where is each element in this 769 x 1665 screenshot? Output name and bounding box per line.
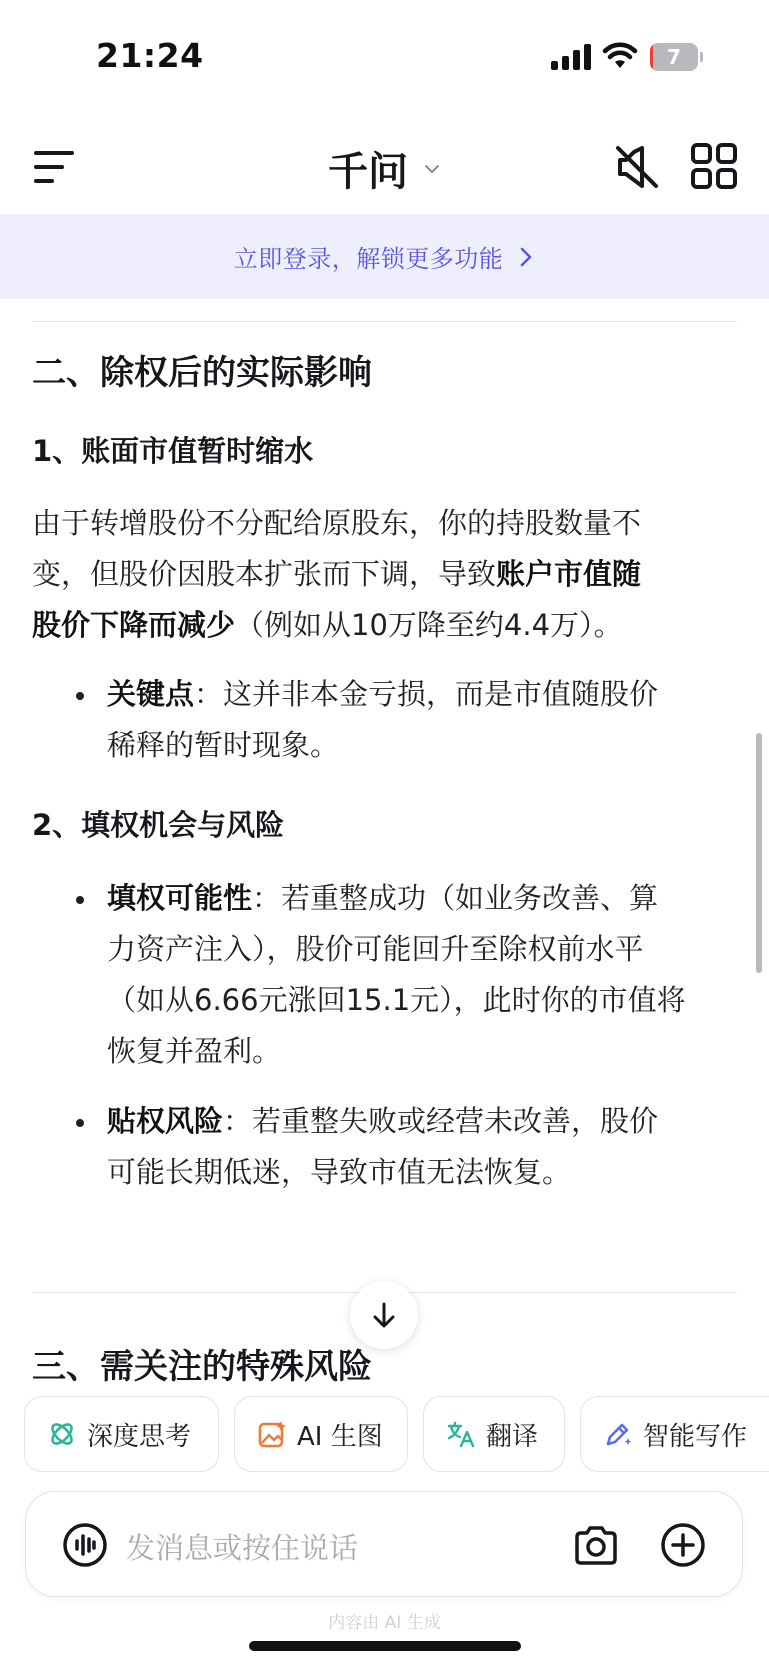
list-item-text — [107, 873, 767, 1077]
nav-title: 千问 — [327, 149, 408, 195]
list-item-line — [107, 1096, 767, 1147]
paragraph-line — [32, 549, 742, 600]
login-banner-text: 立即登录，解锁更多功能 — [233, 245, 504, 273]
bullet-dot — [76, 896, 84, 904]
list-item-label: 贴权风险 — [107, 1104, 224, 1138]
message-input[interactable]: 发消息或按住说话 — [126, 1531, 359, 1565]
chevron-down-icon — [423, 160, 441, 178]
chip-deep-think[interactable] — [24, 1396, 219, 1472]
list-item-line: 稀释的暂时现象。 — [107, 728, 340, 762]
wifi-icon — [602, 42, 638, 70]
scroll-to-bottom-button[interactable] — [350, 1281, 418, 1349]
list-item-body: ：这并非本金亏损，而是市值随股价 — [194, 677, 659, 711]
cellular-signal-icon — [551, 44, 591, 70]
chip-ai-image[interactable] — [234, 1396, 408, 1472]
list-item-line: 恢复并盈利。 — [107, 1034, 282, 1068]
list-item-text — [107, 1096, 767, 1198]
section-heading: 三、需关注的特殊风险 — [32, 1347, 372, 1384]
quick-action-chips — [0, 1396, 769, 1476]
login-banner[interactable] — [0, 214, 769, 299]
camera-icon[interactable] — [573, 1523, 619, 1567]
home-indicator — [249, 1641, 521, 1651]
list-item-body: ：若重整失败或经营未改善，股价 — [223, 1104, 659, 1138]
status-time: 21:24 — [96, 36, 204, 75]
mute-speaker-icon[interactable] — [612, 142, 662, 192]
bullet-dot — [76, 692, 84, 700]
ai-generated-notice: 内容由 AI 生成 — [328, 1613, 441, 1633]
list-item-line — [107, 873, 767, 924]
paragraph — [32, 498, 742, 651]
paragraph-bold-text: 股价下降而减少 — [32, 608, 236, 642]
image-gen-icon — [257, 1419, 287, 1449]
grid-apps-icon[interactable] — [690, 142, 738, 190]
chip-label: 智能写作 — [643, 1421, 748, 1452]
chevron-right-icon — [517, 246, 535, 268]
bullet-dot — [76, 1119, 84, 1127]
paragraph-text: （例如从10万降至约4.4万）。 — [235, 608, 623, 642]
translate-icon — [446, 1419, 476, 1449]
chat-content[interactable] — [0, 299, 769, 1384]
arrow-down-icon — [369, 1300, 399, 1330]
list-item-label: 填权可能性 — [107, 881, 253, 915]
chip-label: 翻译 — [486, 1421, 539, 1452]
paragraph-line: 由于转增股份不分配给原股东，你的持股数量不 — [32, 506, 642, 540]
divider — [32, 321, 737, 322]
status-bar — [0, 0, 769, 110]
deep-think-icon — [47, 1419, 77, 1449]
list-item-line: 力资产注入），股价可能回升至除权前水平 — [107, 932, 644, 966]
paragraph-line — [32, 600, 742, 651]
chip-label: AI 生图 — [297, 1421, 383, 1452]
list-item-text — [107, 669, 767, 771]
chip-label: 深度思考 — [87, 1421, 192, 1452]
paragraph-bold-text: 账户市值随 — [496, 557, 642, 591]
nav-bar — [0, 118, 769, 214]
list-item-line: 可能长期低迷，导致市值无法恢复。 — [107, 1155, 572, 1189]
chip-translate[interactable] — [423, 1396, 565, 1472]
message-input-bar[interactable] — [25, 1491, 743, 1597]
battery-indicator — [650, 43, 702, 71]
voice-input-icon[interactable] — [62, 1522, 108, 1568]
battery-level: 7 — [667, 45, 681, 69]
list-item-line: （如从6.66元涨回15.1元），此时你的市值将 — [107, 983, 686, 1017]
pen-icon — [603, 1419, 633, 1449]
sub-heading: 1、账面市值暂时缩水 — [32, 434, 314, 468]
list-item-body: ：若重整成功（如业务改善、算 — [252, 881, 659, 915]
paragraph-text: 变，但股价因股本扩张而下调，导致 — [32, 557, 497, 591]
list-item-label: 关键点 — [107, 677, 195, 711]
section-heading: 二、除权后的实际影响 — [32, 353, 372, 393]
list-item-line — [107, 669, 767, 720]
chip-smart-writing[interactable] — [580, 1396, 769, 1472]
plus-icon[interactable] — [660, 1522, 706, 1568]
sub-heading: 2、填权机会与风险 — [32, 808, 285, 842]
scrollbar[interactable] — [756, 733, 762, 973]
